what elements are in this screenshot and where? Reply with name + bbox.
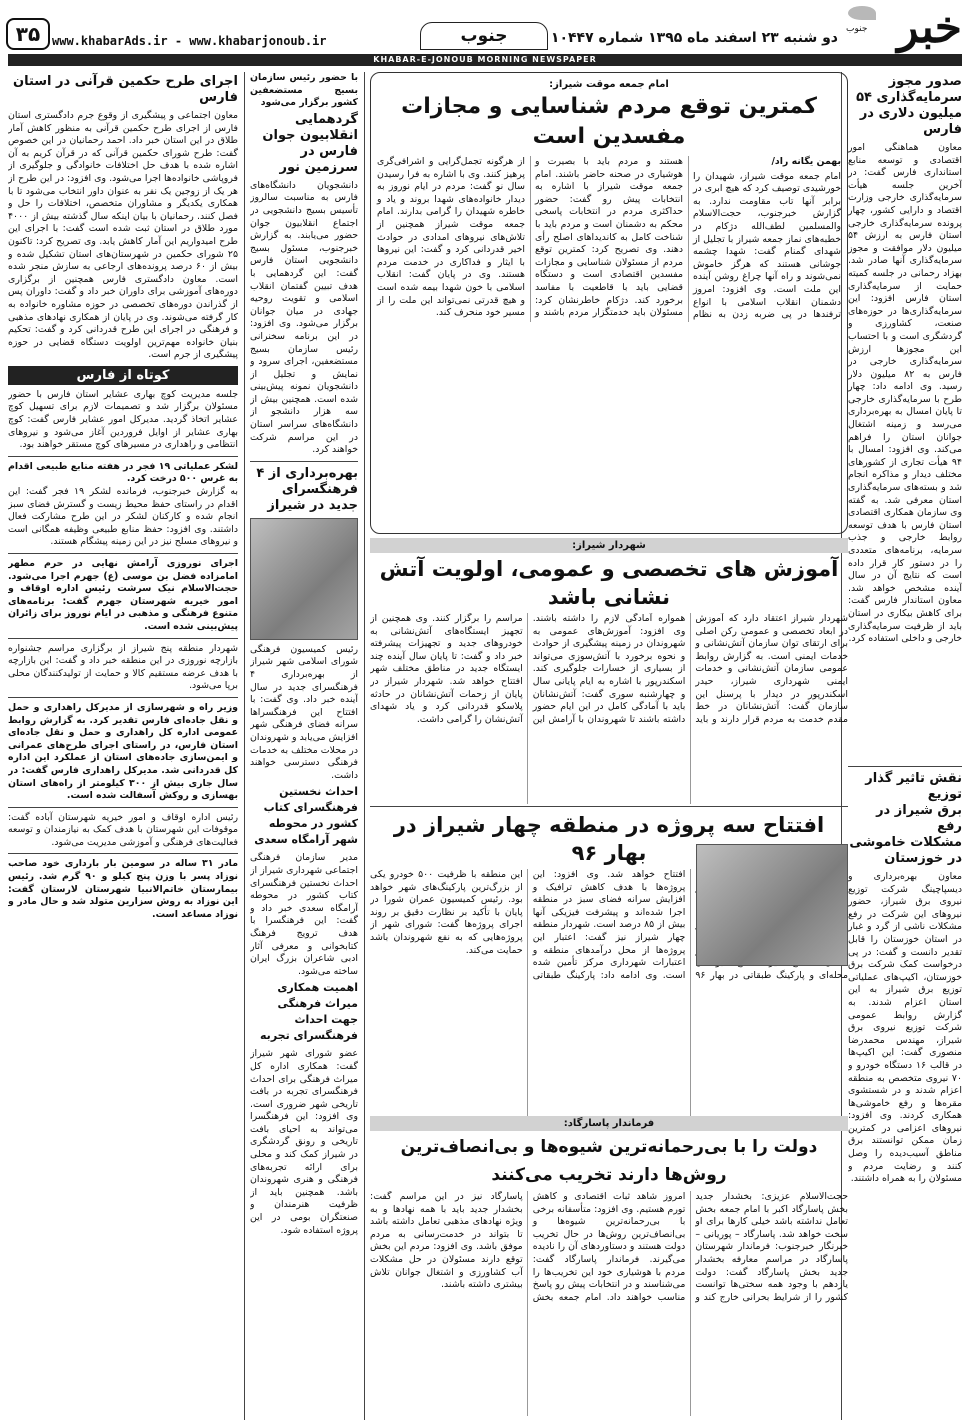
masthead — [0, 0, 970, 62]
divider — [8, 638, 238, 639]
headline-arbitration: اجرای طرح حکمین قرآنی در استان فارس — [12, 74, 238, 105]
middle-column — [250, 72, 358, 1420]
bottom-body: حجت‌الاسلام عزیزی: بخشدار جدید بخش پاسارگاد اکبر با امام جمعه بخش تعامل نداشته باشد خیلی کارها برای او سخت خواهد شد. پاسارگاد – پوریانی – خبرنگار خبرجنوب: فرماندار شهرستان پاسارگاد در مراسم معارفه بخشدار جدید بخش پاسارگاد گفت: دولت یازدهم با وجود همه سختی‌ها توانست کشور را از شرایط بحرانی خارج کند و امروز شاهد ثبات اقتصادی و کاهش تورم هستیم. وی افزود: متأسفانه برخی با بی‌رحمانه‌ترین شیوه‌ها و بی‌انصاف‌ترین روش‌ها در حال تخریب دولت هستند و دستاوردهای آن را نادیده می‌گیرند. فرماندار پاسارگاد گفت: مردم با هوشیاری خود این تخریب‌ها را می‌شناسند و در انتخابات پیش رو پاسخ مناسب خواهند داد. امام جمعه بخش پاسارگاد نیز در این مراسم گفت: بخشدار جدید باید با همه نهادها و به ویژه نهادهای مذهبی تعامل داشته باشد تا بتواند در خدمت‌رسانی به مردم موفق باشد. وی افزود: مردم این بخش توقع دارند مسئولان در حل مشکلات آب کشاورزی و اشتغال جوانان تلاش بیشتری داشته باشند. — [370, 1191, 848, 1303]
fire-body: شهردار شیراز اعتقاد دارد که آموزش در ابعاد تخصصی و عمومی رکن اصلی برای ارتقای توان سازمان آتش‌نشانی و خدمات ایمنی است. به گزارش روابط عمومی سازمان آتش‌نشانی و خدمات ایمنی شهرداری شیراز، حیدر اسکندرپور در دیدار با پرسنل این سازمان گفت: آتش‌نشانان در خط مقدم خدمت به مردم قرار دارند و باید همواره آمادگی لازم را داشته باشند. وی افزود: آموزش‌های عمومی به شهروندان در زمینه پیشگیری از حوادث و نحوه برخورد با آتش‌سوزی می‌تواند از بسیاری از خسارات جلوگیری کند. اسکندرپور با اشاره به ایام پایانی سال و چهارشنبه سوری گفت: آتش‌نشانان باید با آمادگی کامل در این ایام حضور داشته باشند تا شهروندان با آرامش این مراسم را برگزار کنند. وی همچنین از تجهیز ایستگاه‌های آتش‌نشانی به خودروهای جدید و تجهیزات پیشرفته خبر داد و گفت: تا پایان سال آینده چند ایستگاه جدید در مناطق مختلف شهر افتتاح خواهد شد. شهردار شیراز در پایان از زحمات آتش‌نشانان در حادثه پلاسکو قدردانی کرد و یاد شهدای آتش‌نشان را گرامی داشت. — [370, 613, 848, 725]
lead-text: امام جمعه موقت شیراز، شهیدان را خورشیدی توصیف کرد که هیچ ابری در برابر آنها تاب مقاومت ندارد. به گزارش خبرجنوب، حجت‌الاسلام والمسلمین لطف‌الله دژکام در خطبه‌های نماز جمعه شیراز با تجلیل از شهدای گمنام گفت: شهدا چشمه جوشانی هستند که هرگز خاموش نمی‌شوند و راه آنها چراغ روشن آینده این ملت است. وی افزود: امروز دشمنان انقلاب اسلامی با انواع ترفندها در پی ضربه زدن به نظام هستند و مردم باید با بصیرت و هوشیاری در صحنه حاضر باشند. امام جمعه موقت شیراز با اشاره به انتخابات پیش رو گفت: حضور حداکثری مردم در انتخابات پاسخی محکم به دشمنان است و مردم باید با شناخت کامل به کاندیداهای اصلح رأی دهند. وی تصریح کرد: کمترین توقع مردم از مسئولان شناسایی و مجازات مفسدین اقتصادی است و دستگاه قضایی باید با قاطعیت با مفاسد برخورد کند. دژکام خاطرنشان کرد: مسئولان باید خدمتگزار مردم باشند و از هرگونه تجمل‌گرایی و اشرافی‌گری پرهیز کنند. وی با اشاره به فرا رسیدن سال نو گفت: مردم در ایام نوروز به دیدار خانواده‌های شهدا بروند و یاد و خاطره شهیدان را گرامی بدارند. امام جمعه موقت شیراز همچنین از تلاش‌های نیروهای امدادی در حوادث اخیر قدردانی کرد و گفت: این نیروها با ایثار و فداکاری در خدمت مردم هستند. وی در پایان گفت: انقلاب اسلامی با خون شهدا بیمه شده است و هیچ قدرتی نمی‌تواند این ملت را از مسیر خود منحرف کند. — [377, 156, 841, 321]
divider — [250, 461, 358, 462]
headline-line: در خوزستان — [884, 851, 962, 866]
brief-body: جلسه مدیریت کوچ بهاری عشایر استان فارس با حضور مسئولان برگزار شد و تصمیمات لازم برای تسهیل کوچ عشایر اتخاذ گردید. مدیرکل امور عشایر فارس گفت: کوچ بهاری عشایر از اوایل فروردین آغاز می‌شود و نیروهای انتظامی و راهداری در مسیرهای کوچ مستقر خواهند بود. — [8, 388, 238, 451]
logo-bird-icon — [848, 6, 876, 20]
news-brief-box-title: کوتاه از فارس — [8, 366, 238, 385]
intro-line: با حضور رئیس سازمان بسیج مستضعفین کشور برگزار می‌شود — [250, 72, 358, 109]
lead-headline: کمترین توقع مردم شناسایی و مجازات مفسدین است — [401, 94, 817, 149]
newspaper-logo — [844, 4, 962, 54]
headline-line: صدور مجوز — [888, 74, 962, 89]
brief-bold: وزیر راه و شهرسازی از مدیرکل راهداری و حمل و نقل جاده‌ای فارس تقدیر کرد. به گزارش روابط عمومی اداره کل راهداری و حمل و نقل جاده‌ای استان فارس، در راستای اجرای طرح‌های عمرانی و ایمن‌سازی جاده‌های استان از عملکرد این اداره کل قدردانی شد. مدیرکل راهداری فارس گفت: در سال جاری بیش از ۳۰۰ کیلومتر از راه‌های استان بهسازی و روکش آسفالت شده است. — [8, 701, 238, 802]
bottom-story — [370, 1116, 848, 1416]
brief-body: رئیس اداره اوقاف و امور خیریه شهرستان آباده گفت: موقوفات این شهرستان با هدف کمک به نیازمندان و توسعه فعالیت‌های فرهنگی و آموزشی مدیریت می‌شود. — [8, 811, 238, 848]
section-name: جنوب — [420, 22, 548, 50]
column-rule — [244, 72, 245, 1420]
divider — [8, 697, 238, 698]
brief-body: به گزارش خبرجنوب، فرمانده لشکر ۱۹ فجر گفت: این اقدام در راستای حفظ محیط زیست و گسترش فضای سبز انجام شده و کارکنان لشکر در این طرح مشارکت فعال داشتند. وی افزود: حفظ منابع طبیعی وظیفه همگانی است و نیروهای مسلح نیز در این زمینه پیشگام هستند. — [8, 486, 238, 548]
divider — [8, 853, 238, 854]
headline-book-house: احداث نخستین فرهنگسرای کتاب کشور در محوطه شهر آرامگاه سعدی — [254, 785, 358, 847]
website-url[interactable]: www.khabarAds.ir - www.khabarjonoub.ir — [52, 34, 327, 48]
headline-line: مشکلات خاموشی — [849, 835, 962, 850]
project-body: محله‌ای و پارکینگ طبقاتی در بهار ۹۶ افتتاح خواهد شد. وی افزود: این پروژه‌ها با هدف کاهش ترافیک و افزایش سرانه فضای سبز در منطقه اجرا شده‌اند و پیشرفت فیزیکی آنها بیش از ۸۵ درصد است. شهردار منطقه چهار شیراز نیز گفت: اعتبار این پروژه‌ها از محل درآمدهای منطقه و اعتبارات شهرداری مرکز تأمین شده است. وی ادامه داد: پارکینگ طبقاتی این منطقه با ظرفیت ۵۰۰ خودرو یکی از بزرگ‌ترین پارکینگ‌های شهر خواهد بود. رئیس کمیسیون عمران شورا در پایان با تأکید بر نظارت دقیق بر روند اجرای پروژه‌ها گفت: شورای شهر از پروژه‌هایی که به نفع شهروندان باشد حمایت می‌کند. — [370, 869, 848, 981]
article-body: معاون اجتماعی و پیشگیری از وقوع جرم دادگستری استان فارس از اجرای طرح حکمین قرآنی به منظور کاهش آمار طلاق در این استان خبر داد. احمد رحمانیان در این خصوص گفت: طرح شورای حکمین قرآنی که در قرآن کریم به آن اشاره شده با هدف حل اختلافات خانوادگی و جلوگیری از فروپاشی خانواده‌ها اجرا می‌شود. وی افزود: در این طرح از هر یک از زوجین یک نفر به عنوان داور انتخاب می‌شود تا با همکاری یکدیگر و مشاوران متخصص، اختلافات را حل و فصل کنند. رحمانیان با بیان اینکه سال گذشته بیش از ۴۰۰۰ مورد طلاق در استان ثبت شده است گفت: با اجرای این طرح امیدواریم این آمار کاهش یابد. وی تصریح کرد: تاکنون ۲۵ شورای حکمین در شهرستان‌های استان تشکیل شده و بیش از ۶۰ درصد پرونده‌های ارجاعی به سازش منجر شده است. معاون دادگستری فارس همچنین از برگزاری دوره‌های آموزشی برای داوران خبر داد و گفت: داوران پس از گذراندن دوره‌های تخصصی در حوزه مشاوره خانواده به کار گرفته می‌شوند. وی در پایان از همکاری نهادهای مذهبی و فرهنگی در اجرای این طرح قدردانی کرد و گفت: تحکیم بنیان خانواده مهم‌ترین اولویت دستگاه قضایی در حوزه پیشگیری از جرم است. — [8, 110, 238, 361]
headline-culture-houses: بهره‌برداری از ۴ فرهنگسرای جدید در شیراز — [256, 465, 358, 513]
headline-line: سرمایه‌گذاری ۵۴ — [856, 90, 962, 105]
fire-story — [370, 538, 848, 804]
project-story — [370, 804, 848, 1116]
fire-kicker: شهردار شیراز: — [370, 538, 848, 553]
english-banner: KHABAR-E-JONOUB MORNING NEWSPAPER — [8, 54, 962, 66]
article-body: رئیس کمیسیون فرهنگی شورای اسلامی شهر شیراز از بهره‌برداری ۴ فرهنگسرای جدید در سال آینده خبر داد. وی گفت: با افتتاح این فرهنگسراها سرانه فضای فرهنگی شهر افزایش می‌یابد و شهروندان در محلات مختلف به خدمات فرهنگی دسترسی خواهند داشت. — [250, 643, 358, 781]
article-body: معاون هماهنگی امور اقتصادی و توسعه منابع استانداری فارس گفت: در آخرین جلسه هیأت سرمایه‌گذاری خارجی وزارت اقتصاد و دارایی کشور، چهار پرونده سرمایه‌گذاری خارجی استان فارس به ارزش ۵۴ میلیون دلار موافقت و مجوز سرمایه‌گذاری آنها صادر شد. بهزاد رحمانی در جلسه کمیته حمایت از سرمایه‌گذاری استان فارس افزود: این سرمایه‌گذاری‌ها در حوزه‌های صنعت، کشاورزی و گردشگری است و با احتساب این مجوزها ارزش سرمایه‌گذاری خارجی در فارس به ۸۲ میلیون دلار رسید. وی ادامه داد: چهار طرح با سرمایه‌گذاری خارجی تا پایان امسال به بهره‌برداری می‌رسد و زمینه اشتغال جوانان استان را فراهم می‌کند. وی افزود: امسال با ۹۴ هیأت تجاری از کشورهای مختلف دیدار و مذاکره انجام شد و بسته‌های سرمایه‌گذاری استان معرفی شد. به گفته وی سازمان همکاری اقتصادی استان فارس با هدف توسعه روابط خارجی و جذب سرمایه، برنامه‌های متعددی را در دستور کار قرار داده است که نتایج آن در سال آینده مشخص خواهد شد. معاون استاندار فارس گفت: برای کاهش بیکاری در استان باید از ظرفیت سرمایه‌گذاری خارجی و داخلی استفاده کرد. — [848, 142, 962, 645]
headline-investment — [848, 74, 962, 138]
brief-bold: مادر ۳۱ ساله در سومین بار بارداری خود صاحب نوزاد پسر با وزن پنج کیلو و ۹۰ گرم شد. رئیس بیمارستان خاتم‌الانبیا شهرستان لارستان گفت: این نوزاد به روش سزارین متولد شد و حال مادر و نوزاد مساعد است. — [8, 858, 238, 920]
headline-line: میلیون دلاری در فارس — [859, 106, 962, 137]
issue-dateline: دو شنبه ۲۳ اسفند ماه ۱۳۹۵ شماره ۱۰۴۴۷ — [550, 30, 838, 46]
article-body: دانشجویان دانشگاه‌های فارس به مناسبت سالروز تأسیس بسیج دانشجویی در اجتماع انقلابیون جوان حضور می‌یابند. به گزارش خبرجنوب، مسئول بسیج دانشجویی استان فارس گفت: این گردهمایی با هدف تبیین گفتمان انقلاب اسلامی و تقویت روحیه جهادی در میان جوانان برگزار می‌شود. وی افزود: در این برنامه سخنرانی رئیس سازمان بسیج مستضعفین، اجرای سرود و نمایش و تجلیل از دانشجویان نمونه پیش‌بینی شده است. همچنین بیش از سه هزار دانشجو از دانشگاه‌های سراسر استان در این مراسم شرکت خواهند کرد. — [250, 179, 358, 456]
column-rule — [364, 72, 365, 1420]
brief-body: شهردار منطقه پنج شیراز از برگزاری مراسم جشنواره بازارچه نوروزی در این منطقه خبر داد و گفت: این بازارچه با هدف عرضه مستقیم کالا و حمایت از تولیدکنندگان محلی برپا می‌شود. — [8, 642, 238, 692]
headline-line: نقش تاثیر گذار توزیع — [865, 771, 962, 802]
lead-story — [370, 72, 848, 534]
bottom-headline: دولت را با بی‌رحمانه‌ترین شیوه‌ها و بی‌انصاف‌ترین روش‌ها دارند تخریب می‌کنند — [400, 1137, 818, 1185]
lead-kicker: امام جمعه موقت شیراز: — [549, 79, 669, 90]
article-body: مدیر سازمان فرهنگی اجتماعی شهرداری شیراز از احداث نخستین فرهنگسرای کتاب کشور در محوطه آرامگاه سعدی خبر داد و گفت: این فرهنگسرا با هدف ترویج فرهنگ کتابخوانی و معرفی آثار ادبی شاعران بزرگ ایران ساخته می‌شود. — [250, 852, 358, 977]
divider — [8, 553, 238, 554]
divider — [848, 766, 962, 767]
headline-young-revolutionaries: گردهمایی انقلابیون جوان فارس در سرزمین نور — [262, 111, 358, 175]
headline-heritage: اهمیت همکاری میراث فرهنگی جهت احداث فرهنگسرای تجربه — [260, 981, 358, 1043]
project-photo — [696, 844, 848, 966]
page-number: ۳۵ — [6, 18, 50, 50]
brief-bold: لشکر عملیاتی ۱۹ فجر در هفته منابع طبیعی اقدام به غرس ۵۰۰ درخت کرد. — [8, 460, 238, 485]
brief-bold: اجرای نوروزی آرامش نهایی در حرم مطهر امامزاده فضل بن موسی (ع) جهرم اجرا می‌شود. حجت‌الاسلام نیک سرشت رئیس اداره اوقاف و امور خیریه شهرستان جهرم گفت: برنامه‌های متنوع فرهنگی و مذهبی در ایام نوروز برای زائران پیش‌بینی شده است. — [8, 558, 238, 632]
lead-body — [377, 156, 841, 322]
divider — [8, 456, 238, 457]
project-headline: افتتاح سه پروژه در منطقه چهار شیراز در بهار ۹۶ — [370, 806, 848, 867]
lead-byline: بهمن یگانه راد/ — [771, 156, 841, 167]
fire-headline: آموزش های تخصصی و عمومی، اولویت آتش نشانی باشد — [379, 557, 839, 609]
article-body: معاون بهره‌برداری و دیسپاچینگ شرکت توزیع نیروی برق شیراز، حضور نیروهای این شرکت در رفع مشکلات ناشی از گرد و غبار در استان خوزستان را قابل تقدیر دانست و گفت: در پی درخواست کمک شرکت برق خوزستان، اکیپ‌های عملیاتی توزیع برق شیراز به این استان اعزام شدند. به گزارش روابط عمومی شرکت توزیع نیروی برق شیراز، مهندس محمدرضا منصوری گفت: این اکیپ‌ها در قالب ۱۶ دستگاه خودرو و ۷۰ نیروی متخصص به منطقه اعزام شدند و در شستشوی مقره‌ها و رفع خاموشی‌ها همکاری کردند. وی افزود: نیروهای اعزامی در کمترین زمان ممکن توانستند برق مناطق آسیب‌دیده را وصل کنند و رضایت مردم و مسئولان را به همراه داشتند. — [848, 871, 962, 1185]
logo-tagline: جنوب — [846, 24, 868, 34]
headline-line: برق شیراز در رفع — [876, 803, 962, 834]
left-column — [8, 72, 238, 1420]
center-section — [370, 72, 848, 1420]
culture-photo — [250, 518, 358, 640]
divider — [8, 807, 238, 808]
logo-wordmark: خبر — [897, 2, 962, 53]
right-column — [848, 72, 962, 1420]
bottom-kicker: فرماندار پاسارگاد: — [370, 1116, 848, 1131]
headline-electricity — [848, 771, 962, 867]
article-body: عضو شورای شهر شیراز گفت: همکاری اداره کل میراث فرهنگی برای احداث فرهنگسرای تجربه در بافت تاریخی شهر ضروری است. وی افزود: این فرهنگسرا می‌تواند به احیای بافت تاریخی و رونق گردشگری در شیراز کمک کند و محلی برای ارائه تجربه‌های فرهنگی و هنری شهروندان باشد. همچنین باید از ظرفیت هنرمندان و صنعتگران بومی در این پروژه استفاده شود. — [250, 1048, 358, 1236]
